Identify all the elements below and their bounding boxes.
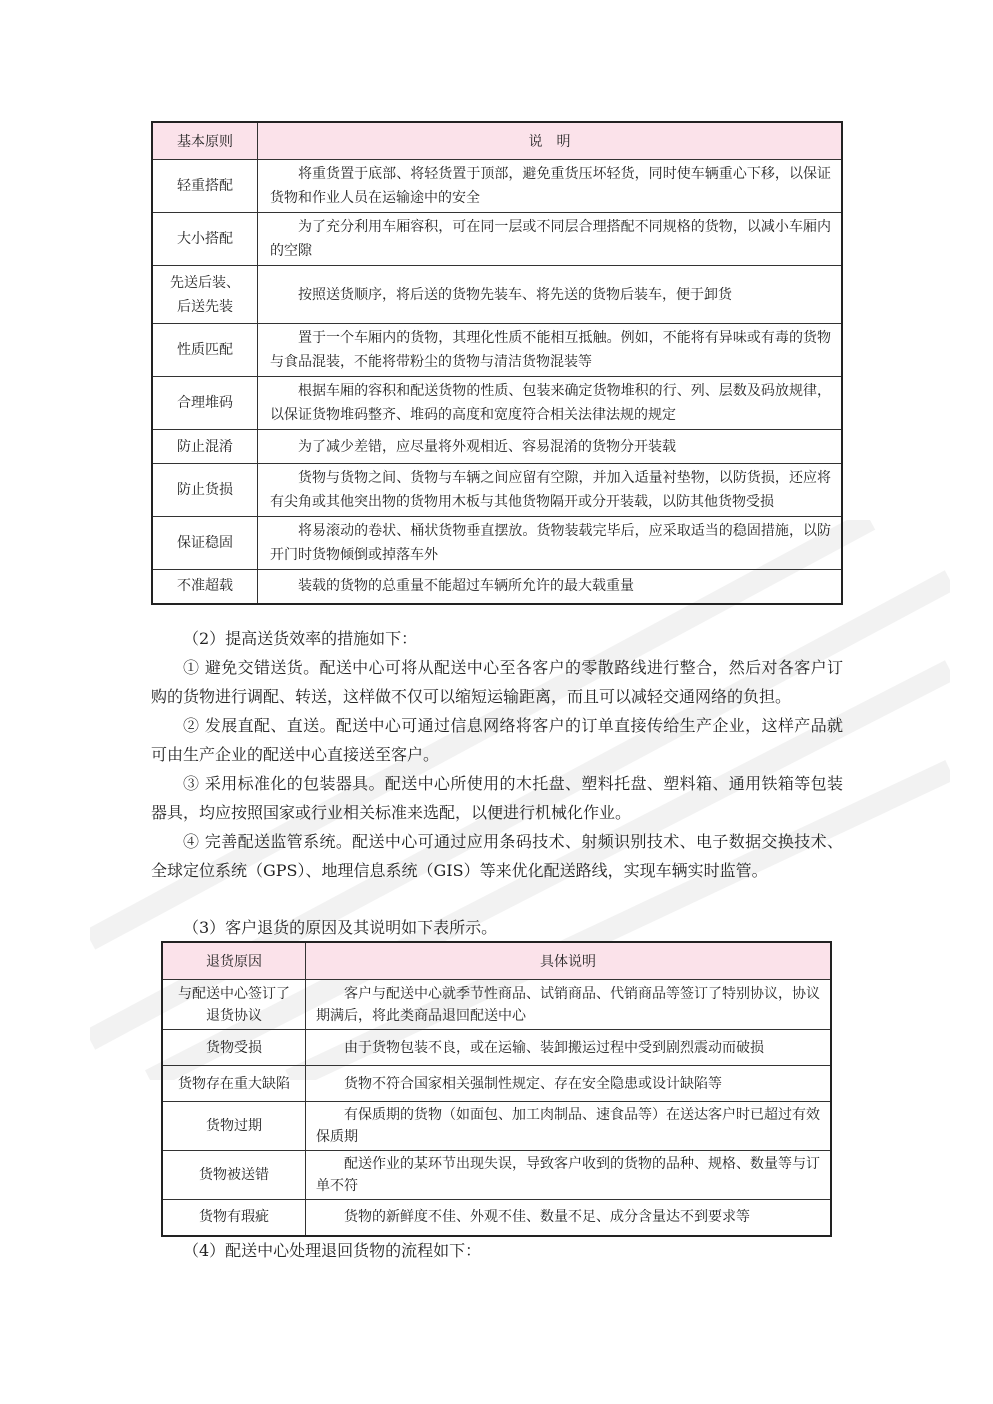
table-row (162, 1066, 831, 1102)
header-description: 说 明 (258, 122, 843, 160)
principle-desc: 按照送货顺序，将后送的货物先装车、将先送的货物后装车，便于卸货 (258, 266, 843, 324)
measure-paragraph: ③ 采用标准化的包装器具。配送中心所使用的木托盘、塑料托盘、塑料箱、通用铁箱等包装器具，均应按照国家或行业相关标准来选配，以便进行机械化作业。 (151, 774, 843, 822)
section-heading: （3）客户退货的原因及其说明如下表所示。 (183, 918, 498, 937)
table-row (162, 980, 831, 1030)
principle-desc: 货物与货物之间、货物与车辆之间应留有空隙，并加入适量衬垫物，以防货损，还应将有尖角或其他突出物的货物用木板与其他货物隔开或分开装载，以防其他货物受损 (258, 464, 843, 517)
table-row (152, 324, 842, 377)
principle-desc: 置于一个车厢内的货物，其理化性质不能相互抵触。例如，不能将有异味或有毒的货物与食品混装，不能将带粉尘的货物与清洁货物混装等 (258, 324, 843, 377)
reason-desc: 客户与配送中心就季节性商品、试销商品、代销商品等签订了特别协议，协议期满后，将此类商品退回配送中心 (306, 980, 832, 1030)
reason-name: 货物受损 (162, 1030, 306, 1066)
measure-paragraph: ① 避免交错送货。配送中心可将从配送中心至各客户的零散路线进行整合，然后对各客户订购的货物进行调配、转送，这样做不仅可以缩短运输距离，而且可以减轻交通网络的负担。 (151, 658, 843, 706)
principle-desc: 将易滚动的卷状、桶状货物垂直摆放。货物装载完毕后，应采取适当的稳固措施，以防开门时货物倾倒或掉落车外 (258, 517, 843, 570)
return-reasons-table (161, 941, 832, 1237)
reason-name (162, 980, 306, 1030)
table-row (162, 1200, 831, 1236)
reason-name: 货物被送错 (162, 1151, 306, 1200)
measure-paragraph: ④ 完善配送监管系统。配送中心可通过应用条码技术、射频识别技术、电子数据交换技术、全球定位系统（GPS）、地理信息系统（GIS）等来优化配送路线，实现车辆实时监管。 (151, 832, 843, 880)
section-heading: （2）提高送货效率的措施如下： (183, 629, 418, 648)
table-row (152, 464, 842, 517)
table-row (152, 430, 842, 464)
header-principle: 基本原则 (152, 122, 258, 160)
principle-desc: 将重货置于底部、将轻货置于顶部，避免重货压坏轻货，同时使车辆重心下移，以保证货物和作业人员在运输途中的安全 (258, 160, 843, 213)
reason-desc: 配送作业的某环节出现失误，导致客户收到的货物的品种、规格、数量等与订单不符 (306, 1151, 832, 1200)
principle-desc: 为了充分利用车厢容积，可在同一层或不同层合理搭配不同规格的货物，以减小车厢内的空隙 (258, 213, 843, 266)
reason-desc: 有保质期的货物（如面包、加工肉制品、速食品等）在送达客户时已超过有效保质期 (306, 1102, 832, 1151)
reason-desc: 货物的新鲜度不佳、外观不佳、数量不足、成分含量达不到要求等 (306, 1200, 832, 1236)
reason-name: 货物有瑕疵 (162, 1200, 306, 1236)
table-row (162, 1151, 831, 1200)
principle-name: 防止混淆 (152, 430, 258, 464)
principle-name (152, 266, 258, 324)
efficiency-measures-section (151, 624, 843, 885)
principle-name: 不准超载 (152, 570, 258, 604)
reason-name: 货物存在重大缺陷 (162, 1066, 306, 1102)
header-reason: 退货原因 (162, 942, 306, 980)
principle-desc: 为了减少差错，应尽量将外观相近、容易混淆的货物分开装载 (258, 430, 843, 464)
principle-desc: 装载的货物的总重量不能超过车辆所允许的最大载重量 (258, 570, 843, 604)
table-row (152, 517, 842, 570)
principle-name: 合理堆码 (152, 377, 258, 430)
reason-name: 货物过期 (162, 1102, 306, 1151)
table-row (152, 160, 842, 213)
table-row (162, 1030, 831, 1066)
section-heading: （4）配送中心处理退回货物的流程如下： (183, 1241, 482, 1260)
principle-name: 保证稳固 (152, 517, 258, 570)
principle-name: 大小搭配 (152, 213, 258, 266)
table-header-row (162, 942, 831, 980)
principle-desc: 根据车厢的容积和配送货物的性质、包装来确定货物堆积的行、列、层数及码放规律，以保证货物堆码整齐、堆码的高度和宽度符合相关法律法规的规定 (258, 377, 843, 430)
table-header-row (152, 122, 842, 160)
principle-name: 轻重搭配 (152, 160, 258, 213)
loading-principles-table (151, 121, 843, 605)
table-row (152, 213, 842, 266)
table-row (152, 570, 842, 604)
reason-name-text: 与配送中心签订了退货协议 (178, 985, 290, 1024)
table-row (152, 266, 842, 324)
reason-desc: 货物不符合国家相关强制性规定、存在安全隐患或设计缺陷等 (306, 1066, 832, 1102)
table-row (162, 1102, 831, 1151)
reason-desc: 由于货物包装不良，或在运输、装卸搬运过程中受到剧烈震动而破损 (306, 1030, 832, 1066)
header-detail: 具体说明 (306, 942, 832, 980)
table-row (152, 377, 842, 430)
measure-paragraph: ② 发展直配、直送。配送中心可通过信息网络将客户的订单直接传给生产企业，这样产品就可由生产企业的配送中心直接送至客户。 (151, 716, 843, 764)
principle-name: 性质匹配 (152, 324, 258, 377)
principle-name: 防止货损 (152, 464, 258, 517)
principle-name-text: 先送后装、后送先装 (169, 274, 240, 315)
